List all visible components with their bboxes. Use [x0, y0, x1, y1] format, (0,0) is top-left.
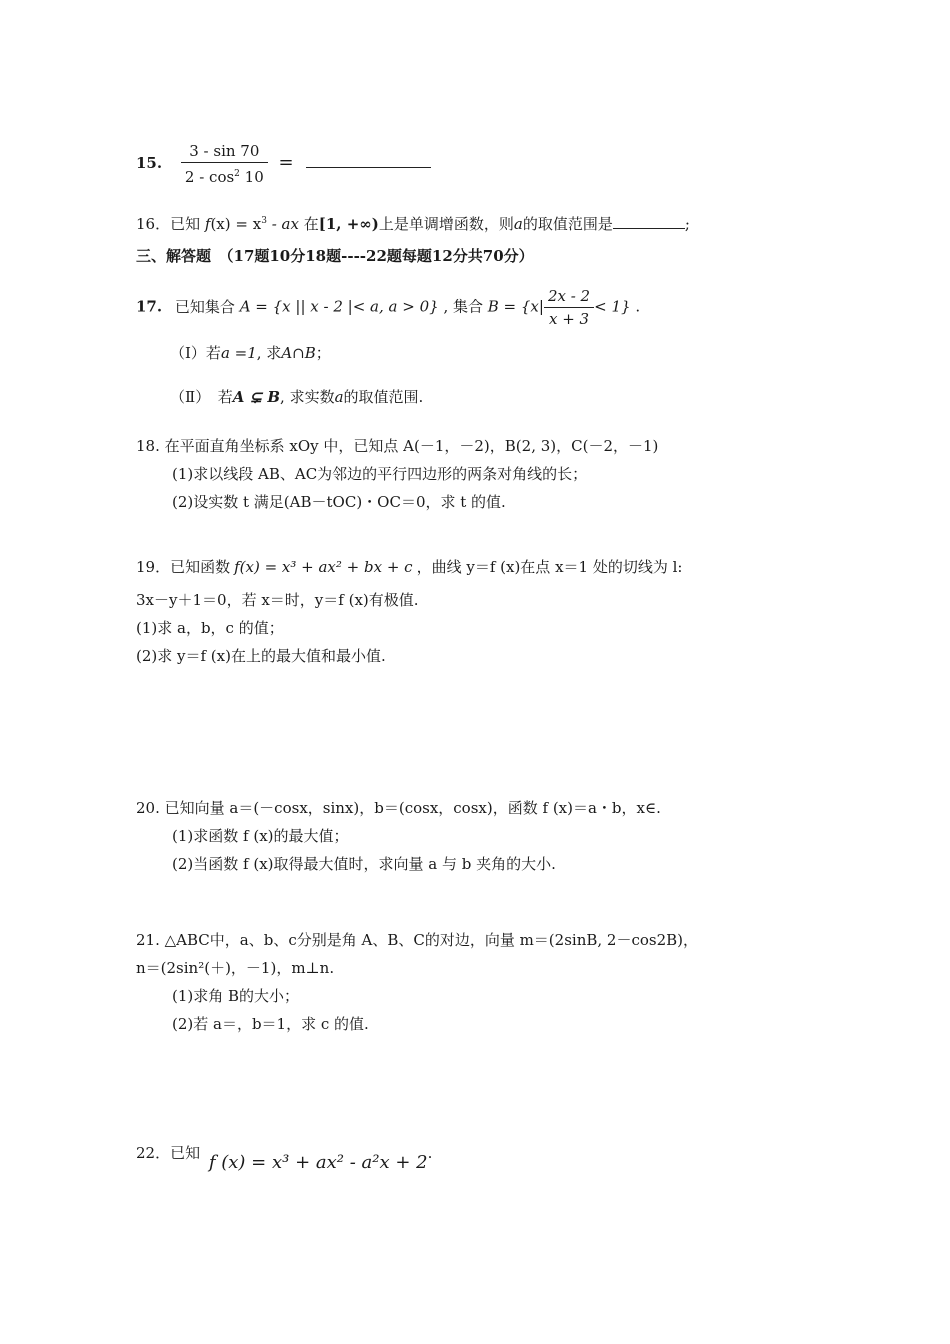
q16-rest: 上是单调增函数，则	[378, 215, 514, 233]
equals-sign: =	[278, 152, 294, 173]
question-20-line1: 20. 已知向量 a＝(－cosx，sinx)，b＝(cosx，cosx)，函数 f (x)＝a・b，x∈.	[136, 799, 661, 817]
q16-rest2: 的取值范围是	[522, 215, 613, 233]
fraction-denominator	[181, 163, 268, 188]
den-tail: 10	[239, 168, 264, 186]
q19-prefix: 19．已知函数	[136, 558, 231, 576]
question-17-part1	[170, 342, 331, 364]
p1-label: （Ⅰ）若	[170, 344, 221, 362]
q17-mid: , 集合	[443, 297, 483, 316]
p1-expr: A∩B	[281, 344, 316, 362]
q19-func: f(x) = x³ + ax² + bx + c	[234, 558, 413, 576]
question-21-line2: n＝(2sin²(＋)，－1)，m⊥n.	[136, 959, 335, 977]
question-16	[136, 210, 690, 235]
answer-blank	[306, 166, 431, 168]
q16-sup: 3	[261, 216, 267, 226]
set-a: A = {x || x - 2 |< a, a > 0}	[239, 297, 439, 316]
den-sup: 2	[234, 169, 240, 179]
set-b-fraction	[544, 285, 594, 330]
p2-rest: , 求实数	[280, 388, 335, 406]
q16-eq: = x	[235, 215, 262, 233]
fraction-denominator: x + 3	[548, 310, 590, 328]
set-b-right: < 1}	[594, 297, 631, 316]
p2-label: （Ⅱ） 若	[170, 388, 233, 406]
question-17-part2	[170, 386, 423, 408]
q16-interval: [1, +∞)	[318, 215, 379, 233]
fraction	[181, 140, 268, 188]
q16-arg: (x)	[210, 215, 231, 233]
question-21-line4: (2)若 a＝，b＝1，求 c 的值.	[172, 1015, 369, 1033]
q17-intro: 已知集合	[174, 297, 235, 316]
question-20-line3: (2)当函数 f (x)取得最大值时，求向量 a 与 b 夹角的大小.	[172, 855, 556, 873]
question-21-line3: (1)求角 B的大小；	[172, 987, 300, 1005]
q16-tail: - ax	[266, 215, 299, 233]
question-19-line3: (1)求 a，b，c 的值；	[136, 619, 284, 637]
q17-end: .	[635, 297, 641, 316]
question-20-line2: (1)求函数 f (x)的最大值；	[172, 827, 349, 845]
q19-rest: ，曲线 y＝f (x)在点 x＝1 处的切线为 l:	[416, 558, 683, 576]
fraction-numerator: 3 - sin 70	[181, 140, 268, 163]
den-text: 2 - cos	[184, 168, 235, 186]
question-18-line1: 18. 在平面直角坐标系 xOy 中，已知点 A(－1，－2)，B(2, 3)，C(－2，－1)	[136, 437, 659, 455]
question-15	[136, 140, 431, 188]
question-18-line3: (2)设实数 t 满足(AB－tOC)・OC＝0，求 t 的值.	[172, 493, 506, 511]
p1-cond: a =1	[220, 344, 257, 362]
section-heading: 三、解答题 （17题10分18题----22题每题12分共70分）	[136, 247, 534, 265]
p1-rest: , 求	[256, 344, 282, 362]
question-18-line2: (1)求以线段 AB、AC为邻边的平行四边形的两条对角线的长；	[172, 465, 588, 483]
question-21-line1: 21. △ABC中，a、b、c分别是角 A、B、C的对边，向量 m＝(2sinB, 2－cos2B)，	[136, 931, 699, 949]
question-17	[136, 285, 640, 330]
q22-func: f (x) = x³ + ax² - a²x + 2	[208, 1152, 428, 1173]
p2-cond: A ⊊ B	[232, 388, 281, 406]
question-19-line2: 3x－y＋1＝0，若 x＝时，y＝f (x)有极值.	[136, 591, 419, 609]
p2-end: 的取值范围.	[343, 388, 424, 406]
question-19-line1	[136, 556, 682, 578]
q16-var: a	[513, 215, 523, 233]
answer-blank	[613, 227, 685, 229]
q22-end: .	[427, 1144, 433, 1162]
question-22	[136, 1142, 433, 1173]
fraction-numerator: 2x - 2	[544, 285, 594, 308]
p1-end: ；	[315, 344, 331, 362]
q16-end: ;	[684, 215, 690, 233]
q16-f: f	[204, 215, 211, 233]
q16-mid: 在	[298, 215, 319, 233]
p2-var: a	[334, 388, 344, 406]
question-number: 15.	[136, 154, 163, 172]
q22-prefix: 22．已知	[136, 1144, 201, 1162]
question-number: 17.	[136, 297, 163, 316]
question-19-line4: (2)求 y＝f (x)在上的最大值和最小值.	[136, 647, 386, 665]
set-b-left: B = {x|	[487, 297, 544, 316]
q16-prefix: 16．已知	[136, 215, 201, 233]
